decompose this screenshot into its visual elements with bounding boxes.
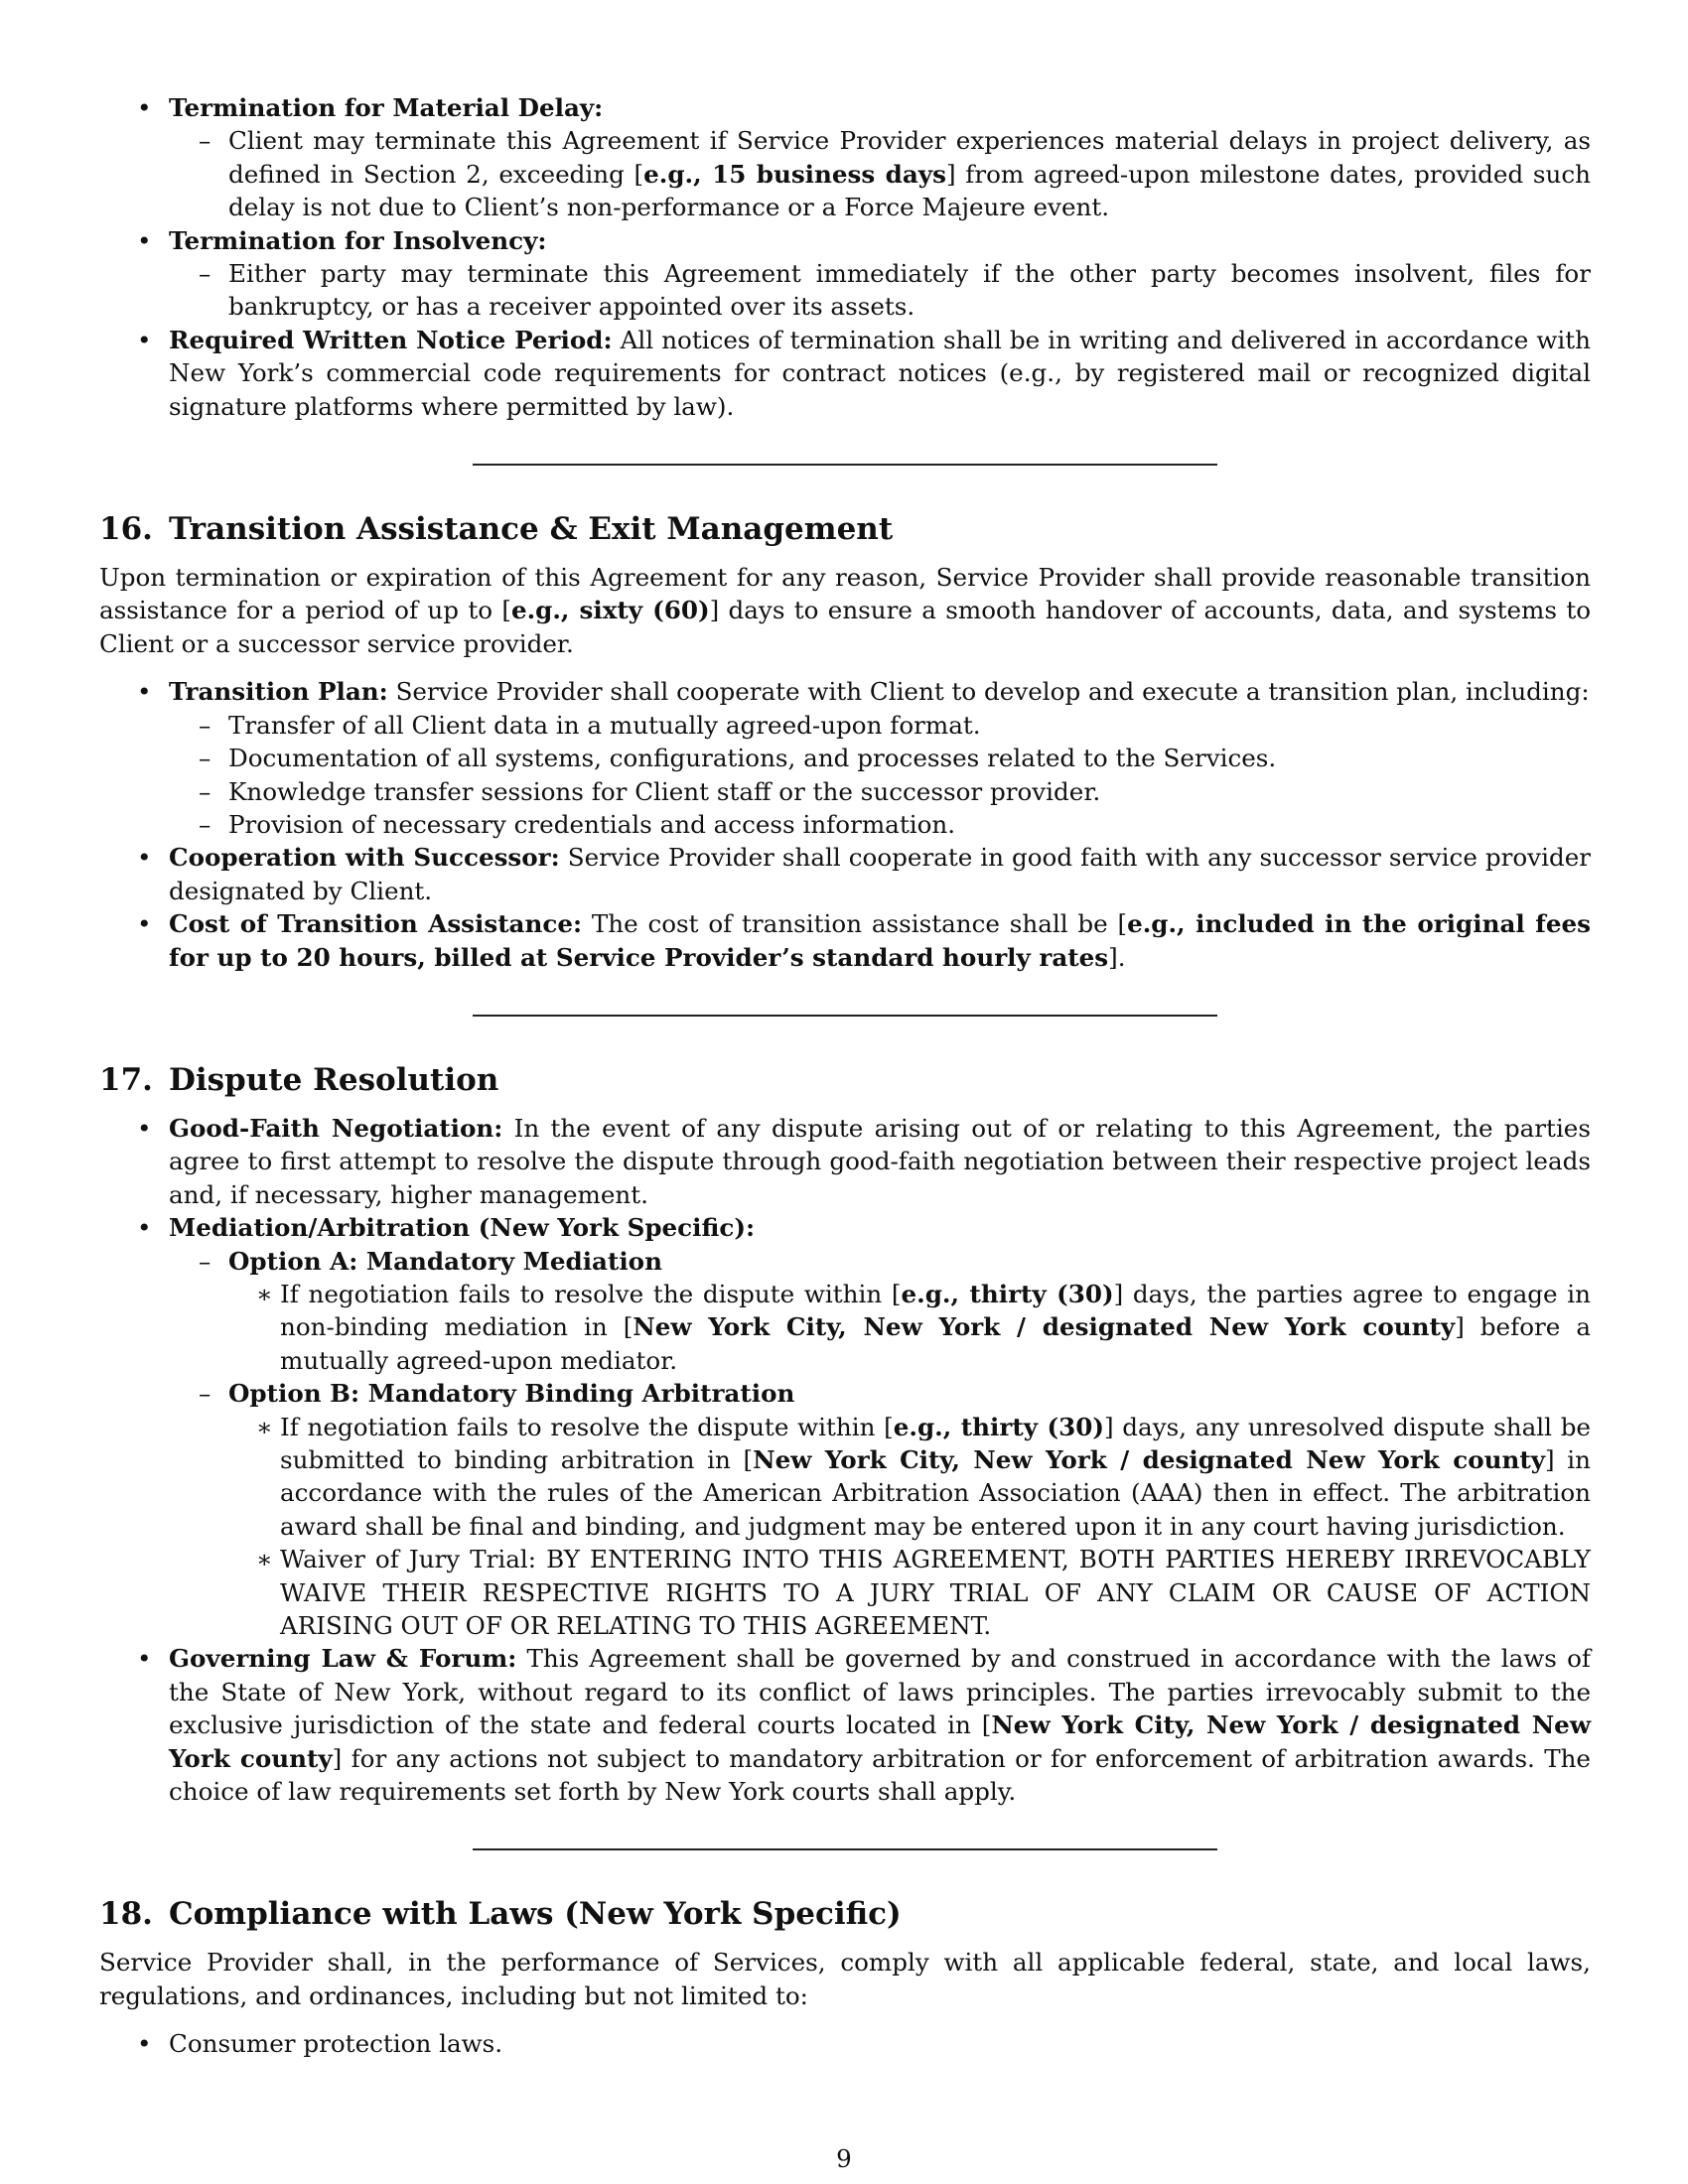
intro-text: ] days to ensure a smooth handover of accounts, data, and systems to Client or a successor service provider. <box>99 596 1592 658</box>
sublist <box>169 1278 1591 1377</box>
list-item <box>99 2027 1591 2060</box>
section-title: Compliance with Laws (New York Specific) <box>168 1896 902 1933</box>
item-text: Knowledge transfer sessions for Client staff or the successor provider. <box>228 776 1101 806</box>
list-item <box>169 124 1591 223</box>
list-item <box>228 1411 1591 1544</box>
list-item <box>169 709 1591 742</box>
page-number: 9 <box>836 2144 852 2173</box>
list-item <box>99 907 1591 974</box>
placeholder-value: New York City, New York / designated New York county <box>169 1710 1591 1773</box>
bullet-marker: • <box>137 2029 152 2059</box>
dash-marker: – <box>199 1246 211 1276</box>
item-title: Termination for Material Delay: <box>169 93 604 122</box>
option-title: Option B: Mandatory Binding Arbitration <box>228 1379 795 1409</box>
star-marker: ∗ <box>256 1279 273 1308</box>
sublist <box>99 1245 1591 1643</box>
bullet-marker: • <box>137 325 152 354</box>
item-text: If negotiation fails to resolve the dispute within [ <box>280 1279 902 1308</box>
item-text: ] in accordance with the rules of the American Arbitration Association (AAA) then in effect. The arbitration award shall be final and binding, and judgment may be entered upon it in any court having jurisdiction. <box>280 1445 1591 1541</box>
section-divider <box>473 1848 1217 1850</box>
item-text: ] days, any unresolved dispute shall be submitted to binding arbitration in [ <box>280 1412 1591 1474</box>
dash-marker: – <box>199 710 211 740</box>
list-item <box>99 675 1591 708</box>
section-heading <box>99 1060 1591 1100</box>
item-title: Mediation/Arbitration (New York Specific): <box>169 1213 756 1243</box>
list-item <box>169 775 1591 808</box>
sublist <box>99 257 1591 324</box>
item-text: Waiver of Jury Trial: BY ENTERING INTO THIS AGREEMENT, BOTH PARTIES HEREBY IRREVOCABLY WAIVE THEIR RESPECTIVE RIGHTS TO A JURY TRIAL OF ANY CLAIM OR CAUSE OF ACTION ARISING OUT OF OR RELATING TO THIS AGREEMENT. <box>280 1545 1591 1641</box>
section-divider <box>473 464 1217 466</box>
section-heading <box>99 509 1591 549</box>
placeholder-value: e.g., included in the original fees for up to 20 hours, billed at Service Provider’s standard hourly rates <box>169 909 1591 972</box>
bullet-marker: • <box>137 1113 152 1143</box>
star-marker: ∗ <box>256 1545 273 1574</box>
item-text: ] for any actions not subject to mandatory arbitration or for enforcement of arbitration awards. The choice of law requirements set forth by New York courts shall apply. <box>169 1743 1591 1807</box>
list-item <box>169 1377 1591 1410</box>
bullet-marker: • <box>137 1644 152 1674</box>
list-item <box>169 742 1591 774</box>
placeholder-value: e.g., 15 business days <box>643 159 946 189</box>
item-text: Service Provider shall cooperate with Client to develop and execute a transition plan, including: <box>387 677 1590 707</box>
section-divider <box>473 1015 1217 1017</box>
list-item <box>99 91 1591 124</box>
item-title: Termination for Insolvency: <box>169 225 547 255</box>
section-title: Dispute Resolution <box>168 1061 499 1098</box>
item-text: Documentation of all systems, configurations, and processes related to the Services. <box>228 744 1277 773</box>
bullet-marker: • <box>137 225 152 255</box>
placeholder-value: e.g., sixty (60) <box>510 596 710 625</box>
item-title: Required Written Notice Period: <box>169 325 613 354</box>
bullet-marker: • <box>137 1213 152 1243</box>
list-item <box>99 1112 1591 1211</box>
item-title: Cost of Transition Assistance: <box>169 909 583 939</box>
item-title: Good-Faith Negotiation: <box>169 1113 503 1143</box>
section-number: 18. <box>99 1896 153 1933</box>
section-number: 16. <box>99 511 153 548</box>
document-page <box>99 91 1591 2061</box>
list-item <box>99 1211 1591 1244</box>
item-text: The cost of transition assistance shall be [ <box>582 909 1128 939</box>
list-item <box>169 1245 1591 1278</box>
item-text: If negotiation fails to resolve the dispute within [ <box>280 1412 894 1441</box>
item-text: Provision of necessary credentials and access information. <box>228 809 956 839</box>
list-item <box>228 1543 1591 1642</box>
item-text: Client may terminate this Agreement if Service Provider experiences material delays in project delivery, as defined in Section 2, exceeding [ <box>228 126 1591 189</box>
item-text: Transfer of all Client data in a mutually agreed-upon format. <box>228 710 981 740</box>
item-text: ] before a mutually agreed-upon mediator. <box>280 1312 1591 1375</box>
bullet-marker: • <box>137 677 152 707</box>
list-item <box>99 224 1591 257</box>
dash-marker: – <box>199 1379 211 1409</box>
list-item <box>228 1278 1591 1377</box>
bullet-marker: • <box>137 93 152 122</box>
item-title: Governing Law & Forum: <box>169 1644 517 1674</box>
bullet-marker: • <box>137 843 152 873</box>
section-intro: Service Provider shall, in the performance of Services, comply with all applicable federal, state, and local laws, regulations, and ordinances, including but not limited to: <box>99 1948 1591 2010</box>
option-title: Option A: Mandatory Mediation <box>228 1246 662 1276</box>
placeholder-value: New York City, New York / designated New York county <box>633 1312 1456 1342</box>
section-title: Transition Assistance & Exit Management <box>168 511 894 548</box>
list-item <box>99 1642 1591 1808</box>
section-number: 17. <box>99 1061 153 1098</box>
dash-marker: – <box>199 776 211 806</box>
item-text: Service Provider shall cooperate in good faith with any successor service provider designated by Client. <box>169 843 1592 905</box>
dash-marker: – <box>199 259 211 289</box>
list-item <box>99 841 1591 907</box>
placeholder-value: e.g., thirty (30) <box>901 1279 1114 1308</box>
item-text: ] days, the parties agree to engage in non-binding mediation in [ <box>280 1279 1592 1342</box>
placeholder-value: e.g., thirty (30) <box>893 1412 1104 1441</box>
section-intro <box>99 561 1591 660</box>
sublist <box>99 124 1591 223</box>
item-text: This Agreement shall be governed by and construed in accordance with the laws of the State of New York, without regard to its conflict of laws principles. The parties irrevocably submit to the exclusive jurisdiction of the state and federal courts located in [ <box>169 1644 1591 1740</box>
item-text: ]. <box>1108 942 1126 972</box>
intro-text: Upon termination or expiration of this Agreement for any reason, Service Provider shall provide reasonable transition assistance for a period of up to [ <box>99 563 1591 625</box>
item-title: Transition Plan: <box>169 677 388 707</box>
item-text: ] from agreed-upon milestone dates, provided such delay is not due to Client’s non-performance or a Force Majeure event. <box>228 159 1591 222</box>
dash-marker: – <box>199 744 211 773</box>
list-item <box>169 808 1591 841</box>
list-item <box>169 257 1591 324</box>
item-title: Cooperation with Successor: <box>169 843 560 873</box>
sublist <box>99 709 1591 842</box>
star-marker: ∗ <box>256 1412 273 1441</box>
item-text: Either party may terminate this Agreement immediately if the other party becomes insolvent, files for bankruptcy, or has a receiver appointed over its assets. <box>228 259 1591 322</box>
item-text: In the event of any dispute arising out of or relating to this Agreement, the parties agree to first attempt to resolve the dispute through good-faith negotiation between their respective project leads and, if necessary, higher management. <box>169 1113 1591 1209</box>
dash-marker: – <box>199 126 211 156</box>
dash-marker: – <box>199 809 211 839</box>
list-item <box>99 324 1591 423</box>
bullet-marker: • <box>137 909 152 939</box>
sublist <box>169 1411 1591 1643</box>
item-text: Consumer protection laws. <box>169 2029 503 2059</box>
placeholder-value: New York City, New York / designated New York county <box>753 1445 1546 1474</box>
section-heading <box>99 1894 1591 1934</box>
item-text: All notices of termination shall be in writing and delivered in accordance with New York’s commercial code requirements for contract notices (e.g., by registered mail or recognized digital signature platforms where permitted by law). <box>169 325 1591 421</box>
